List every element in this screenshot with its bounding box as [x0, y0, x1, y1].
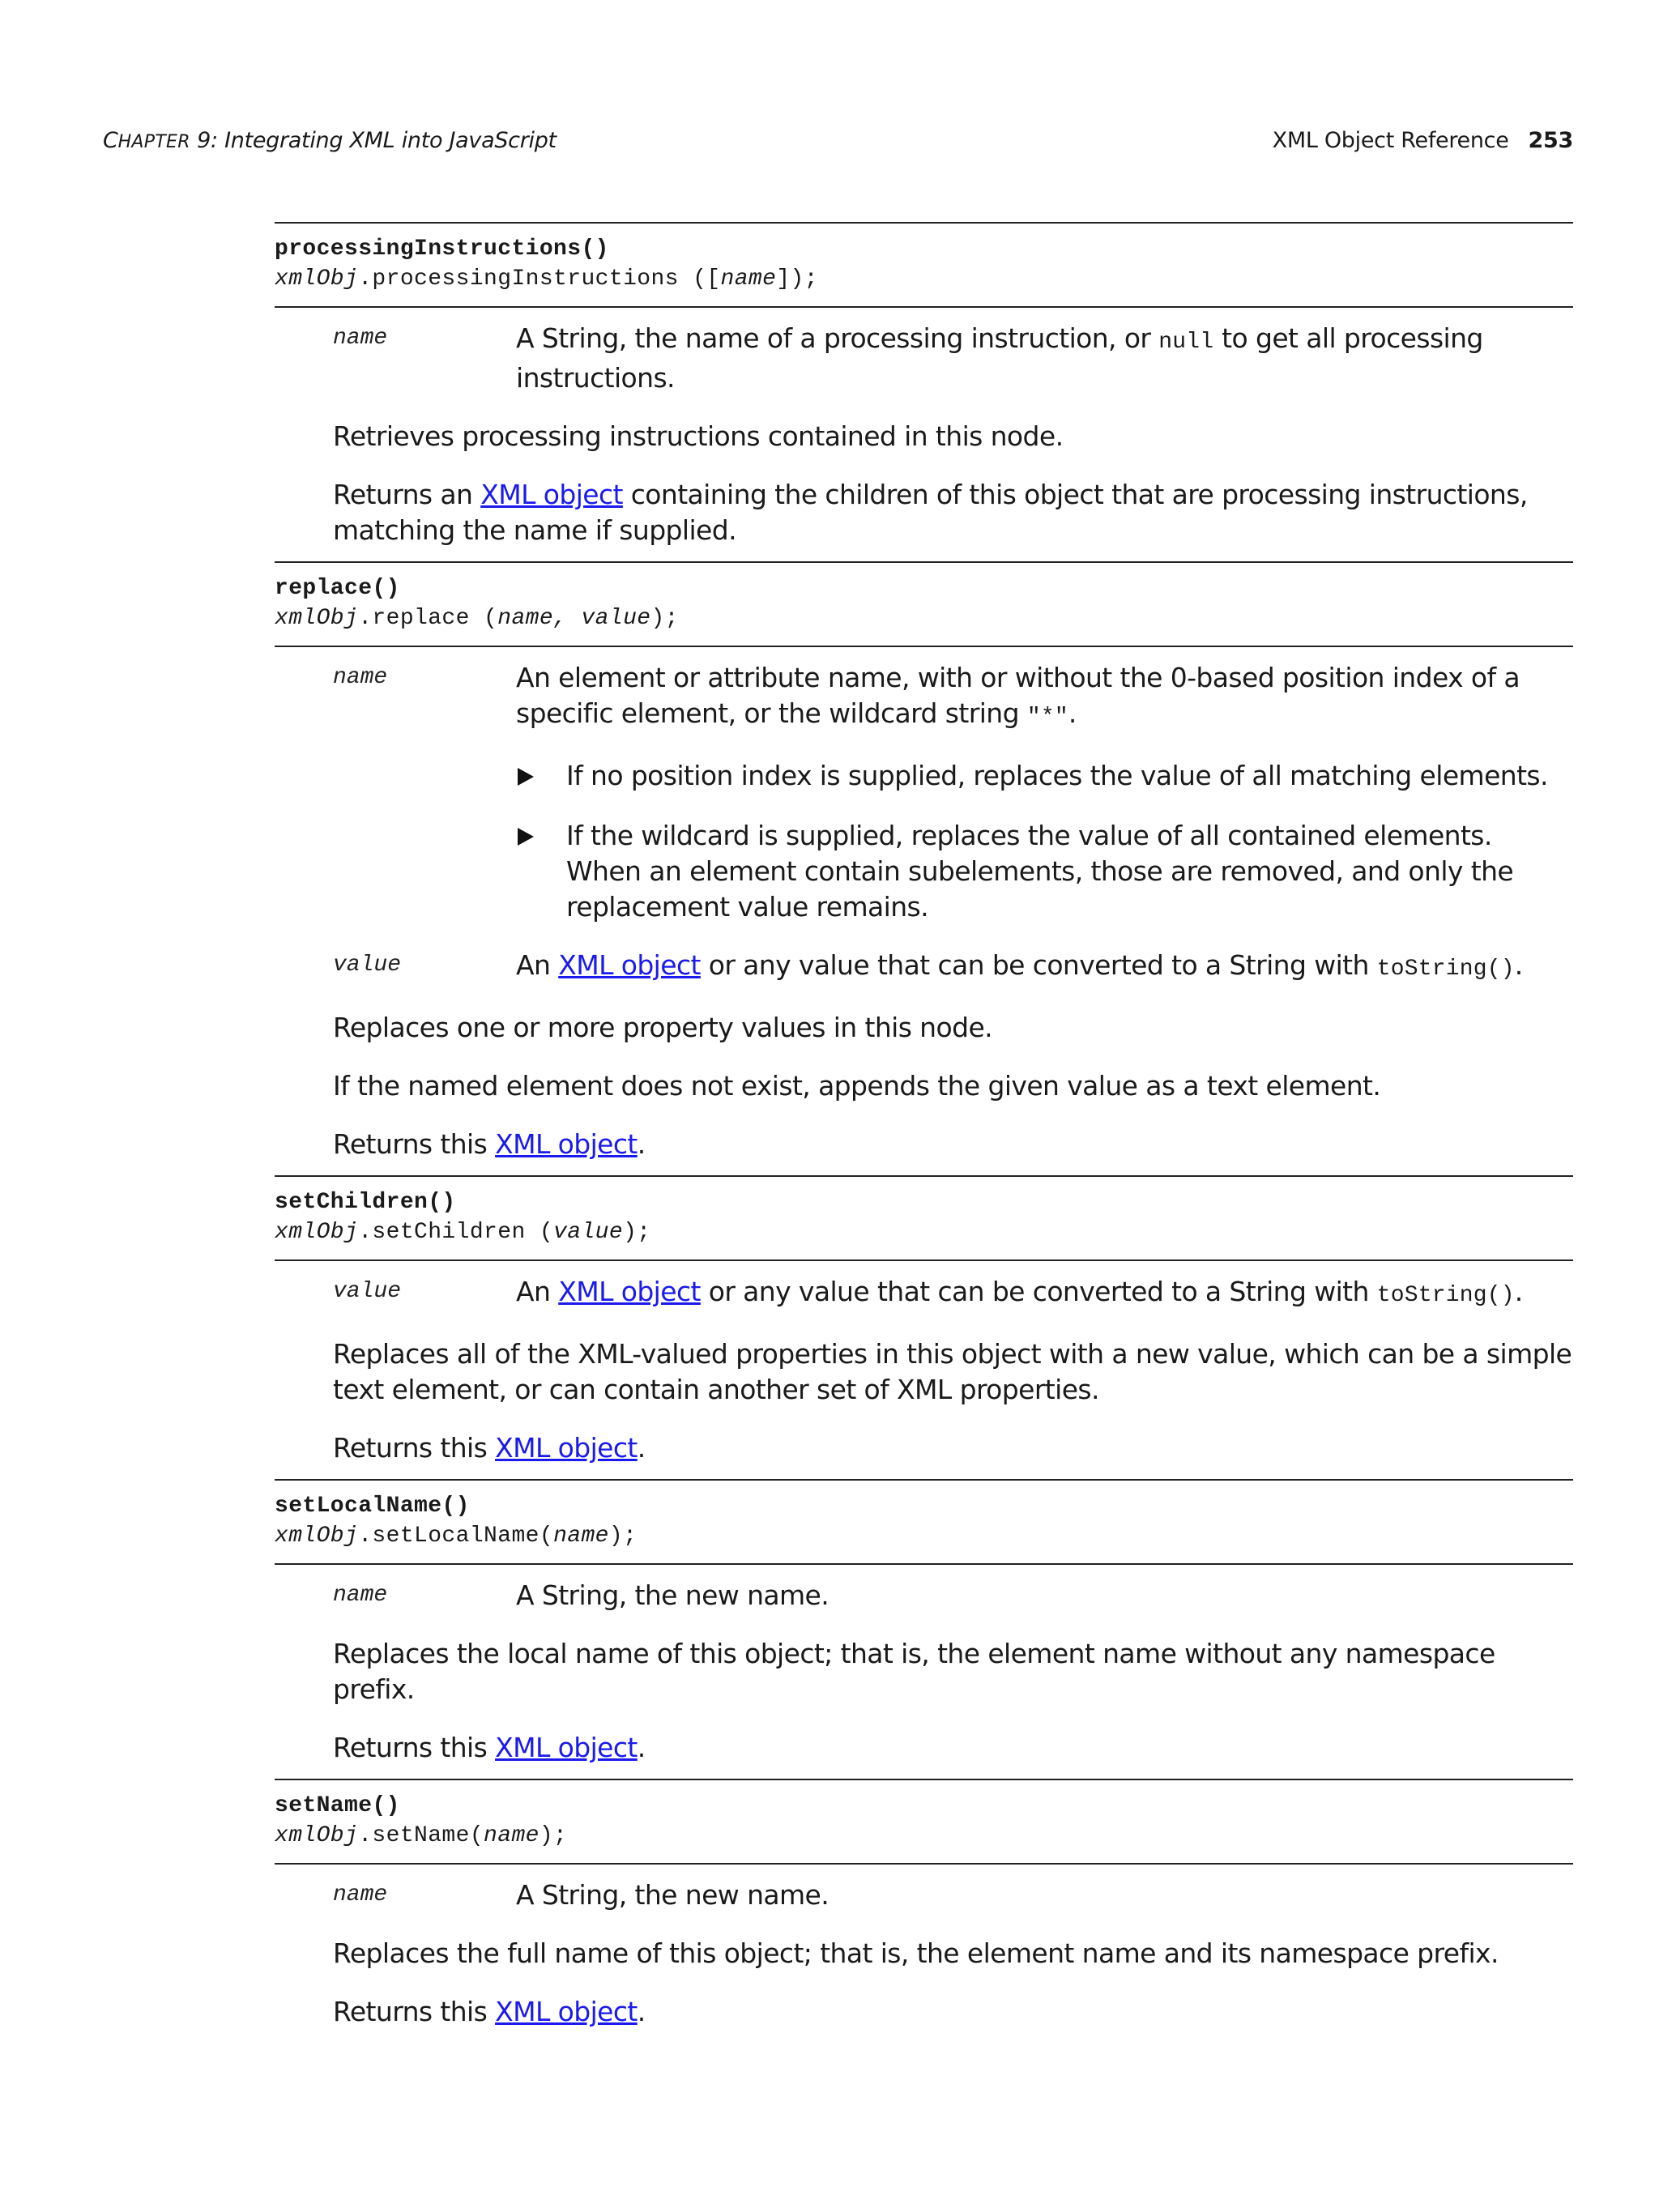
parameter-description: A String, the new name.	[516, 1579, 830, 1611]
returns-paragraph: Returns this XML object.	[333, 1432, 646, 1464]
method-usage: xmlObj.replace (name, value);	[275, 606, 679, 631]
method-signature	[275, 222, 1573, 308]
returns-paragraph: Returns this XML object.	[333, 1128, 646, 1160]
parameter-name: name	[333, 326, 388, 351]
description-paragraph: Replaces all of the XML-valued properties in this object with a new value, which can be a simple text element, or can contain another set of XML properties.	[333, 1338, 1572, 1405]
xml-object-link[interactable]: XML object	[495, 1732, 638, 1763]
parameter-name: name	[333, 1882, 388, 1907]
entry-set-name	[275, 1779, 1573, 2043]
bullet-item: If no position index is supplied, replaces the value of all matching elements.	[516, 758, 1573, 794]
parameter-name: name	[333, 1583, 388, 1608]
parameter-row	[275, 660, 1573, 925]
xml-object-link[interactable]: XML object	[558, 949, 701, 981]
page-number: 253	[1528, 128, 1573, 153]
returns-paragraph: Returns this XML object.	[333, 1732, 646, 1763]
method-signature	[275, 561, 1573, 647]
parameter-row	[275, 1877, 1573, 1913]
entry-processing-instructions	[275, 222, 1573, 561]
parameter-description: A String, the new name.	[516, 1879, 830, 1911]
method-name: setName()	[275, 1793, 400, 1818]
method-signature	[275, 1479, 1573, 1565]
description-paragraph: If the named element does not exist, appends the given value as a text element.	[333, 1070, 1381, 1102]
entry-set-local-name	[275, 1479, 1573, 1779]
triangle-bullet-icon	[518, 768, 534, 786]
method-usage: xmlObj.setName(name);	[275, 1823, 568, 1848]
section-title: XML Object Reference 253	[1272, 128, 1573, 153]
xml-object-link[interactable]: XML object	[495, 1432, 638, 1464]
method-name: setChildren()	[275, 1190, 456, 1215]
reference-content	[275, 222, 1573, 2043]
method-signature	[275, 1779, 1573, 1865]
method-usage: xmlObj.setLocalName(name);	[275, 1524, 638, 1549]
parameter-row	[275, 1274, 1573, 1314]
description-paragraph: Retrieves processing instructions contained in this node.	[333, 420, 1064, 452]
chapter-title: CHAPTER 9: Integrating XML into JavaScript	[103, 128, 557, 153]
parameter-description: An XML object or any value that can be converted to a String with toString().	[516, 1276, 1523, 1308]
description-paragraph: Replaces the local name of this object; that is, the element name without any namespace prefix.	[333, 1638, 1495, 1705]
bullet-item: If the wildcard is supplied, replaces the value of all contained elements. When an element contain subelements, those are removed, and only the replacement value remains.	[516, 818, 1573, 925]
method-signature	[275, 1175, 1573, 1261]
xml-object-link[interactable]: XML object	[558, 1276, 701, 1307]
description-paragraph: Replaces the full name of this object; that is, the element name and its namespace prefix.	[333, 1937, 1499, 1969]
parameter-name: value	[333, 1279, 402, 1304]
parameter-description: An element or attribute name, with or without the 0-based position index of a specific element, or the wildcard string "*". If no position index is supplied, replaces the value of all matching elements. If the wildcard is supplied, replaces the value of all contained elements. When an element contain subelements, those are removed, and only the replacement value remains.	[516, 660, 1573, 925]
description-paragraph: Replaces one or more property values in this node.	[333, 1012, 993, 1043]
parameter-description: A String, the name of a processing instruction, or null to get all processing instructions.	[516, 322, 1483, 394]
method-usage: xmlObj.processingInstructions ([name]);	[275, 266, 818, 292]
parameter-row	[275, 321, 1573, 396]
parameter-description: An XML object or any value that can be converted to a String with toString().	[516, 949, 1523, 982]
page-header	[103, 128, 1573, 160]
parameter-row	[275, 948, 1573, 987]
method-name: replace()	[275, 576, 400, 601]
returns-paragraph: Returns an XML object containing the children of this object that are processing instructions, matching the name if supplied.	[333, 479, 1528, 546]
xml-object-link[interactable]: XML object	[480, 479, 623, 510]
parameter-name: name	[333, 665, 388, 690]
method-name: setLocalName()	[275, 1494, 470, 1519]
xml-object-link[interactable]: XML object	[495, 1128, 638, 1160]
parameter-name: value	[333, 953, 402, 978]
xml-object-link[interactable]: XML object	[495, 1996, 638, 2027]
parameter-row	[275, 1578, 1573, 1613]
triangle-bullet-icon	[518, 828, 534, 846]
entry-set-children	[275, 1175, 1573, 1479]
bullet-list	[516, 758, 1573, 925]
entry-replace	[275, 561, 1573, 1175]
method-usage: xmlObj.setChildren (value);	[275, 1220, 651, 1245]
method-name: processingInstructions()	[275, 237, 609, 262]
returns-paragraph: Returns this XML object.	[333, 1996, 646, 2027]
